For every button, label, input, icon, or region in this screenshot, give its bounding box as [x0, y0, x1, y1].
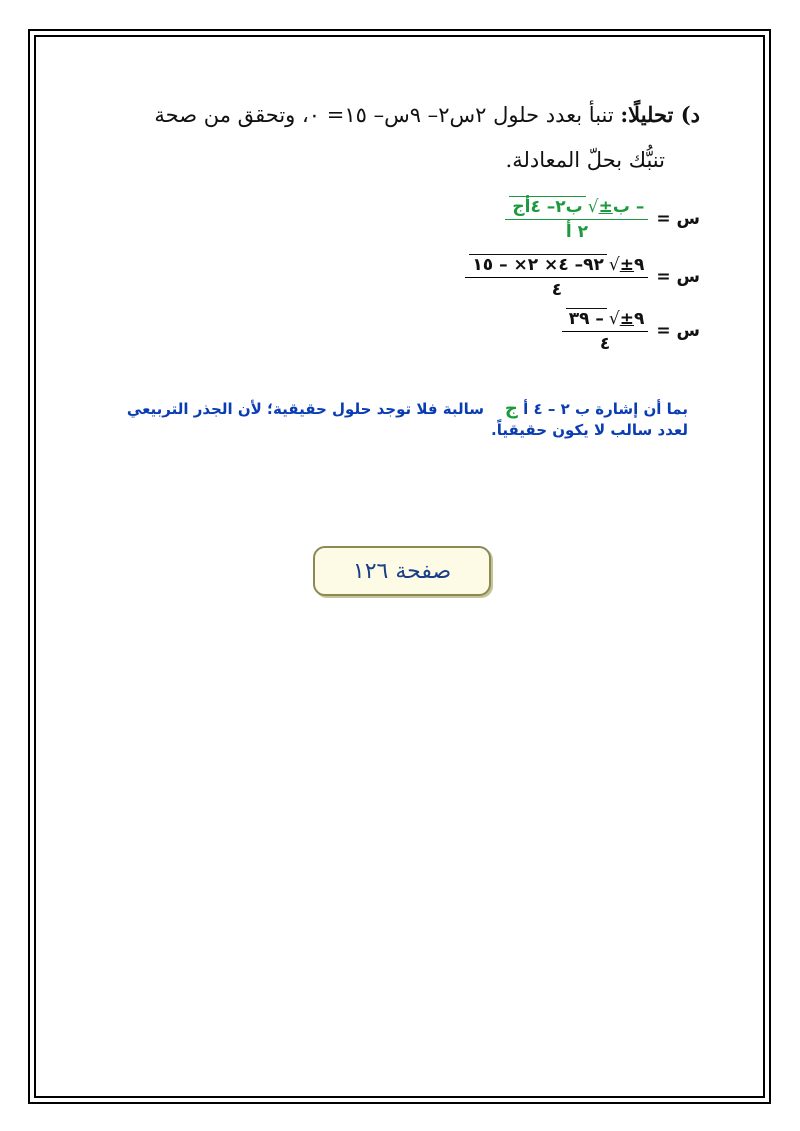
plus-minus: ±	[619, 254, 634, 275]
page-number-badge	[313, 546, 491, 596]
numerator	[562, 308, 649, 331]
equation-lhs: س =	[656, 321, 700, 341]
equation-substituted	[465, 254, 700, 300]
denominator: ٤	[551, 280, 563, 300]
question-line-2	[506, 148, 665, 172]
radical-icon: √	[608, 254, 620, 275]
fraction	[505, 196, 648, 242]
numerator	[505, 196, 648, 219]
answer-line-2: لعدد سالب لا يكون حقيقياً.	[491, 421, 688, 439]
answer-part-2: سالبة فلا توجد حلول حقيقية؛ لأن الجذر التربيعي	[126, 400, 484, 418]
denominator: ٢ أ	[565, 222, 588, 242]
lead-term: ٩	[633, 308, 645, 329]
answer-paragraph	[88, 398, 688, 441]
lead-term: ٩	[633, 254, 645, 275]
plus-minus: ±	[598, 196, 613, 217]
answer-part-1: بما أن إشارة ب ٢ – ٤ أ	[523, 400, 688, 418]
radicand: ٩٢– ٤× ٢× – ١٥	[469, 254, 607, 275]
radical-icon: √	[587, 196, 599, 217]
radicand: – ٣٩	[566, 308, 607, 329]
page-number-text: صفحة ١٢٦	[352, 558, 452, 584]
fraction	[562, 308, 649, 354]
equation-simplified	[562, 308, 700, 354]
equation-lhs: س =	[656, 267, 700, 287]
equation-quadratic-formula	[505, 196, 700, 242]
fraction	[465, 254, 648, 300]
question-line-1	[154, 102, 700, 127]
radicand: ب٢– ٤أج	[509, 196, 585, 217]
answer-char-c: ج	[504, 398, 518, 419]
equation-lhs: س =	[656, 209, 700, 229]
numerator	[465, 254, 648, 277]
minus-b: – ب	[612, 196, 645, 217]
plus-minus: ±	[619, 308, 634, 329]
question-text-2: تنبُّك بحلّ المعادلة.	[505, 148, 665, 172]
denominator: ٤	[599, 334, 611, 354]
answer-line-1	[88, 398, 688, 420]
question-text-1: تنبأ بعدد حلول ٢س٢– ٩س– ١٥= ٠، وتحقق من صحة	[154, 103, 614, 127]
question-label: د) تحليلًا:	[620, 102, 700, 127]
radical-icon: √	[608, 308, 620, 329]
